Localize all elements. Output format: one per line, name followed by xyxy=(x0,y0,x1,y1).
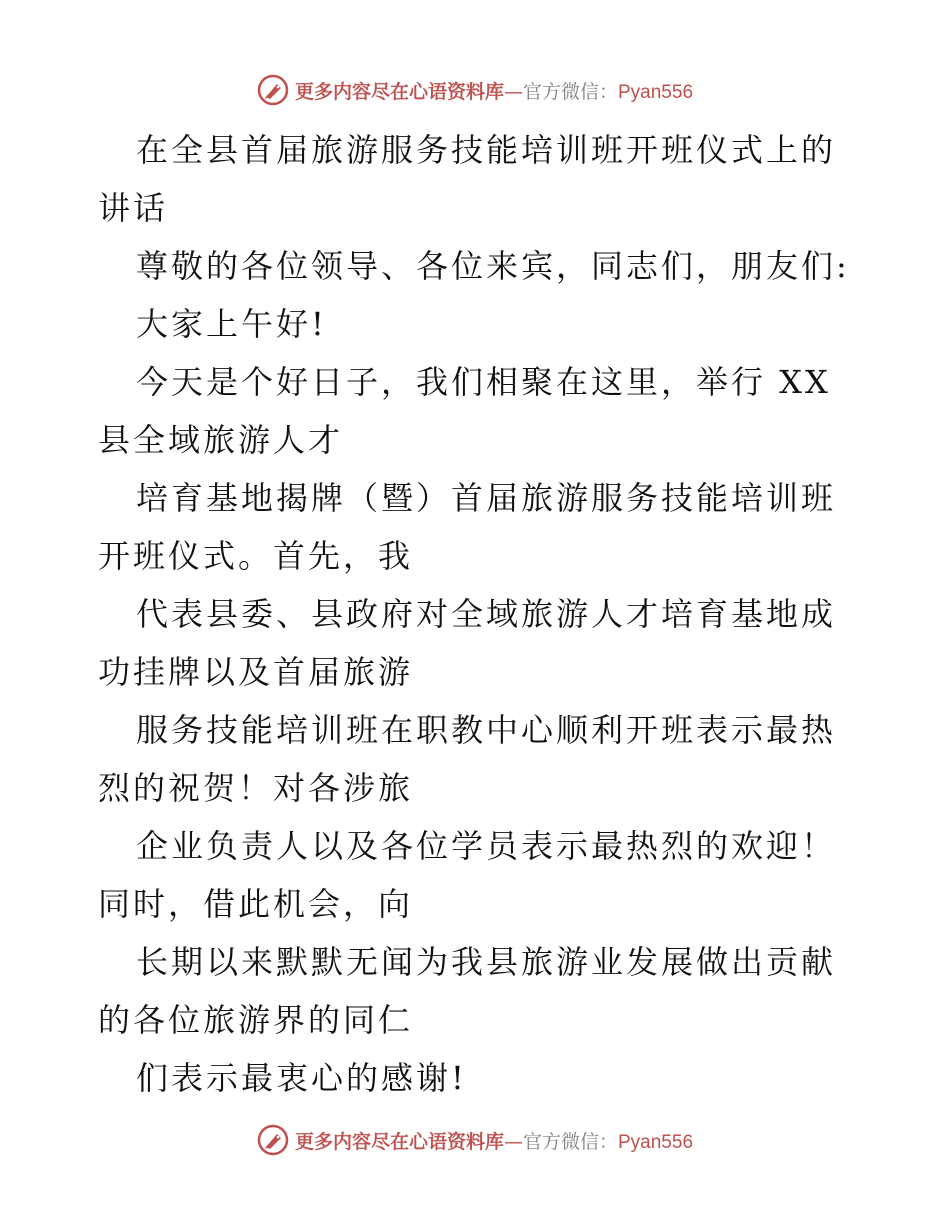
pen-nib-logo-icon xyxy=(257,74,289,106)
paragraph-line: 今天是个好日子，我们相聚在这里，举行 XX 县全域旅游人才 xyxy=(98,363,831,459)
banner-site-name: 更多内容尽在心语资料库 xyxy=(294,80,504,103)
document-title: 在全县首届旅游服务技能培训班开班仪式上的讲话 xyxy=(98,131,837,227)
banner-wechat-label: 官方微信： xyxy=(522,80,618,103)
footer-banner xyxy=(0,1120,950,1160)
paragraph-line: 企业负责人以及各位学员表示最热烈的欢迎！同时，借此机会，向 xyxy=(98,827,837,923)
paragraph-line: 们表示最衷心的感谢! xyxy=(136,1059,467,1097)
banner-separator: — xyxy=(503,80,523,103)
document-body xyxy=(98,121,858,1107)
banner-wechat-label: 官方微信： xyxy=(522,1130,618,1153)
paragraph-line: 长期以来默默无闻为我县旅游业发展做出贡献的各位旅游界的同仁 xyxy=(98,943,837,1039)
banner-wechat-account: Pyan556 xyxy=(618,81,694,103)
banner-text xyxy=(295,1127,693,1154)
paragraph-line: 大家上午好! xyxy=(136,305,327,343)
paragraph-line: 服务技能培训班在职教中心顺利开班表示最热烈的祝贺！对各涉旅 xyxy=(98,711,837,807)
banner-site-name: 更多内容尽在心语资料库 xyxy=(294,1130,504,1153)
pen-nib-logo-icon xyxy=(257,1124,289,1156)
banner-wechat-account: Pyan556 xyxy=(618,1131,694,1153)
header-banner xyxy=(0,70,950,110)
paragraph-line: 代表县委、县政府对全域旅游人才培育基地成功挂牌以及首届旅游 xyxy=(98,595,837,691)
banner-text xyxy=(295,77,693,104)
paragraph-line: 培育基地揭牌（暨）首届旅游服务技能培训班开班仪式。首先，我 xyxy=(98,479,837,575)
banner-separator: — xyxy=(503,1130,523,1153)
paragraph-line: 尊敬的各位领导、各位来宾，同志们，朋友们: xyxy=(136,247,850,285)
